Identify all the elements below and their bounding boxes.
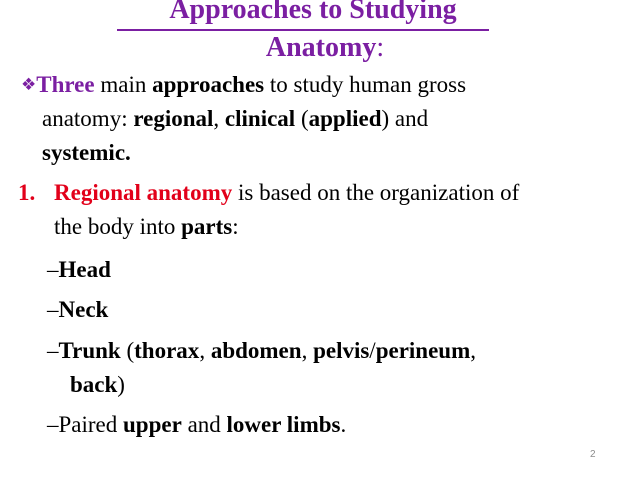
intro-text-study: to study human gross <box>264 72 467 97</box>
trunk-paren-open: ( <box>120 338 135 363</box>
diamond-bullet-icon: ❖ <box>21 75 37 95</box>
trunk-thorax: thorax <box>134 338 200 363</box>
item1-text-body: the body into <box>54 214 182 239</box>
title-underline <box>117 29 489 31</box>
dash-bullet: – <box>47 257 59 282</box>
subitem-head <box>47 256 111 284</box>
intro-clinical: clinical <box>224 106 296 131</box>
intro-approaches: approaches <box>152 72 265 97</box>
intro-regional: regional <box>133 106 214 131</box>
subitem-trunk-text: Trunk <box>58 338 121 363</box>
intro-systemic: systemic. <box>42 140 131 165</box>
intro-line-3 <box>42 139 131 167</box>
limbs-text-paired: Paired <box>58 412 124 437</box>
intro-text-anatomy: anatomy: <box>42 106 134 131</box>
subitem-neck <box>47 296 108 324</box>
subitem-trunk-line-2 <box>70 371 125 399</box>
intro-line-2 <box>42 105 428 133</box>
slide-title-line-2 <box>6 32 638 64</box>
subitem-limbs <box>47 411 346 439</box>
item1-parts: parts <box>181 214 233 239</box>
trunk-comma-3: , <box>470 338 476 363</box>
dash-bullet: – <box>47 412 59 437</box>
item1-regional-anatomy: Regional anatomy <box>54 180 233 205</box>
item1-line-2 <box>54 213 239 241</box>
limbs-lower-limbs: lower limbs <box>226 412 341 437</box>
trunk-pelvis: pelvis <box>313 338 370 363</box>
item1-line-1 <box>18 179 35 207</box>
trunk-slash: / <box>369 338 376 363</box>
intro-applied: applied <box>308 106 382 131</box>
item1-number: 1. <box>18 180 36 205</box>
dash-bullet: – <box>47 338 59 363</box>
subitem-neck-text: Neck <box>58 297 109 322</box>
trunk-comma-2: , <box>301 338 314 363</box>
subitem-trunk <box>47 337 476 365</box>
slide-title-line-1: Approaches to Studying <box>169 0 457 25</box>
intro-line-1 <box>21 71 466 101</box>
trunk-perineum: perineum <box>375 338 471 363</box>
trunk-comma-1: , <box>199 338 211 363</box>
trunk-back: back <box>70 372 118 397</box>
item1-line-1-text <box>54 179 519 207</box>
limbs-period: . <box>340 412 347 437</box>
page-number: 2 <box>590 449 596 460</box>
intro-text-main: main <box>94 72 153 97</box>
title-word-anatomy: Anatomy <box>265 32 377 63</box>
intro-paren-close: ) and <box>381 106 429 131</box>
limbs-upper: upper <box>123 412 182 437</box>
item1-text-based: is based on the organization of <box>232 180 520 205</box>
item1-colon: : <box>232 214 239 239</box>
trunk-paren-close: ) <box>117 372 125 397</box>
subitem-head-text: Head <box>58 257 111 282</box>
intro-three: Three <box>36 72 95 97</box>
title-colon: : <box>376 32 385 63</box>
trunk-abdomen: abdomen <box>210 338 302 363</box>
intro-paren-open: ( <box>295 106 309 131</box>
intro-comma: , <box>213 106 225 131</box>
dash-bullet: – <box>47 297 59 322</box>
limbs-text-and: and <box>181 412 227 437</box>
